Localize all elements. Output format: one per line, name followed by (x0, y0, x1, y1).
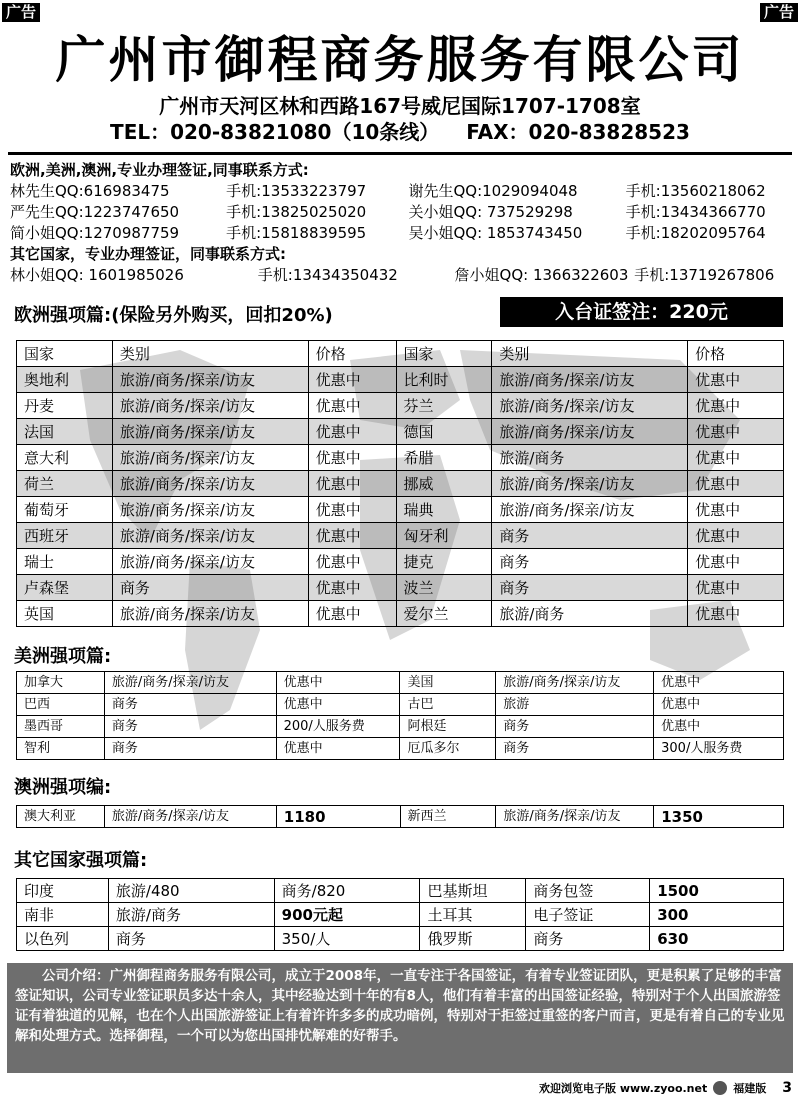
price-cell: 优惠中 (688, 419, 784, 445)
americas-section-title: 美洲强项篇: (14, 646, 112, 667)
country-cell: 瑞士 (17, 549, 113, 575)
contact-row (10, 265, 795, 286)
table-row (17, 445, 784, 471)
table-row (17, 367, 784, 393)
price-cell: 优惠中 (688, 575, 784, 601)
header-category: 类别 (492, 341, 688, 367)
table-row (17, 393, 784, 419)
price-cell: 200/人服务费 (276, 716, 400, 738)
contacts-section (10, 160, 795, 286)
price-cell: 300 (650, 903, 784, 927)
price-cell: 优惠中 (308, 471, 396, 497)
category-cell: 商务 (496, 738, 654, 760)
category-cell: 旅游/商务/探亲/访友 (112, 523, 308, 549)
category-cell: 旅游/商务/探亲/访友 (496, 806, 654, 828)
table-row (17, 575, 784, 601)
europe-visa-table (16, 340, 784, 627)
price-cell: 优惠中 (688, 601, 784, 627)
price-cell: 优惠中 (688, 367, 784, 393)
contact-mobile: 手机:15818839595 (226, 224, 367, 242)
category-cell: 旅游/商务/探亲/访友 (492, 393, 688, 419)
ad-tag-right: 广告 (760, 3, 798, 22)
oceania-visa-table (16, 805, 784, 828)
category-cell: 旅游/商务/探亲/访友 (492, 367, 688, 393)
footer-edition: 福建版 (733, 1082, 767, 1095)
tel-number: TEL：020-83821080（10条线） (110, 120, 440, 144)
price-cell: 优惠中 (688, 497, 784, 523)
country-cell: 智利 (17, 738, 105, 760)
table-row (17, 694, 784, 716)
contacts-heading-other: 其它国家，专业办理签证，同事联系方式: (10, 245, 287, 263)
price-cell: 优惠中 (654, 672, 784, 694)
contact-mobile: 手机:13434350432 (257, 266, 398, 284)
footer-website-text: 欢迎浏览电子版 www.zyoo.net (539, 1082, 708, 1095)
price-cell: 优惠中 (688, 393, 784, 419)
contact-mobile: 手机:13560218062 (625, 182, 766, 200)
table-row (17, 716, 784, 738)
price-cell: 优惠中 (276, 694, 400, 716)
country-cell: 比利时 (396, 367, 492, 393)
country-cell: 加拿大 (17, 672, 105, 694)
table-row (17, 806, 784, 828)
country-cell: 墨西哥 (17, 716, 105, 738)
category-cell: 商务 (104, 694, 276, 716)
country-cell: 奥地利 (17, 367, 113, 393)
price-cell: 1500 (650, 879, 784, 903)
category-cell: 旅游/商务/探亲/访友 (112, 549, 308, 575)
price-cell: 优惠中 (688, 523, 784, 549)
price-cell: 优惠中 (688, 549, 784, 575)
other-countries-visa-table (16, 878, 784, 951)
contact-qq: 谢先生QQ:1029094048 (408, 182, 578, 200)
table-row (17, 549, 784, 575)
price-cell: 优惠中 (308, 575, 396, 601)
country-cell: 捷克 (396, 549, 492, 575)
country-cell: 芬兰 (396, 393, 492, 419)
contact-mobile: 手机:13719267806 (634, 266, 775, 284)
category-cell: 旅游/商务/探亲/访友 (492, 419, 688, 445)
country-cell: 瑞典 (396, 497, 492, 523)
table-row (17, 903, 784, 927)
category-cell: 商务 (496, 716, 654, 738)
category-cell: 旅游/商务/探亲/访友 (492, 497, 688, 523)
table-row (17, 672, 784, 694)
europe-section-title: 欧洲强项篇:(保险另外购买，回扣20%) (14, 305, 333, 326)
contact-qq: 林先生QQ:616983475 (10, 182, 170, 200)
table-row (17, 738, 784, 760)
price-cell: 优惠中 (276, 738, 400, 760)
category-cell: 商务 (492, 549, 688, 575)
header-price: 价格 (688, 341, 784, 367)
price-cell: 优惠中 (308, 419, 396, 445)
country-cell: 卢森堡 (17, 575, 113, 601)
category-cell: 旅游/商务/探亲/访友 (496, 672, 654, 694)
category-cell: 旅游/商务 (492, 601, 688, 627)
category-cell: 旅游/商务/探亲/访友 (112, 367, 308, 393)
country-cell: 意大利 (17, 445, 113, 471)
country-cell: 土耳其 (420, 903, 526, 927)
price-cell: 优惠中 (654, 716, 784, 738)
country-cell: 爱尔兰 (396, 601, 492, 627)
americas-visa-table (16, 671, 784, 760)
price-cell: 350/人 (274, 927, 420, 951)
country-cell: 葡萄牙 (17, 497, 113, 523)
price-cell: 优惠中 (308, 393, 396, 419)
page-footer (539, 1080, 792, 1096)
contact-mobile: 手机:13825025020 (226, 203, 367, 221)
category-cell: 旅游/商务 (492, 445, 688, 471)
price-cell: 商务/820 (274, 879, 420, 903)
company-name: 广州市御程商务服务有限公司 (55, 31, 745, 89)
category-cell: 商务 (526, 927, 650, 951)
contact-row (10, 223, 795, 244)
category-cell: 旅游/商务/探亲/访友 (112, 393, 308, 419)
price-cell: 优惠中 (308, 497, 396, 523)
contact-qq: 关小姐QQ: 737529298 (408, 203, 573, 221)
price-cell: 630 (650, 927, 784, 951)
contact-mobile: 手机:13533223797 (226, 182, 367, 200)
country-cell: 西班牙 (17, 523, 113, 549)
tel-fax-line (0, 120, 800, 144)
category-cell: 商务 (104, 738, 276, 760)
price-cell: 优惠中 (308, 523, 396, 549)
category-cell: 旅游/商务/探亲/访友 (104, 806, 276, 828)
category-cell: 商务 (104, 716, 276, 738)
country-cell: 英国 (17, 601, 113, 627)
company-address: 广州市天河区林和西路167号威尼国际1707-1708室 (159, 94, 641, 118)
header-divider (8, 152, 792, 155)
contact-qq: 简小姐QQ:1270987759 (10, 224, 180, 242)
category-cell: 商务 (112, 575, 308, 601)
table-row (17, 523, 784, 549)
category-cell: 旅游/商务/探亲/访友 (492, 471, 688, 497)
contact-qq: 严先生QQ:1223747650 (10, 203, 180, 221)
table-header-row (17, 341, 784, 367)
category-cell: 旅游/商务/探亲/访友 (112, 471, 308, 497)
category-cell: 旅游/商务 (108, 903, 274, 927)
table-row (17, 471, 784, 497)
price-cell: 优惠中 (688, 445, 784, 471)
contact-row (10, 181, 795, 202)
country-cell: 俄罗斯 (420, 927, 526, 951)
category-cell: 商务 (492, 523, 688, 549)
price-cell: 优惠中 (654, 694, 784, 716)
category-cell: 电子签证 (526, 903, 650, 927)
category-cell: 旅游/商务/探亲/访友 (104, 672, 276, 694)
price-cell: 优惠中 (308, 549, 396, 575)
price-cell: 优惠中 (308, 367, 396, 393)
header-category: 类别 (112, 341, 308, 367)
taiwan-permit-note: 入台证签注：220元 (500, 297, 783, 327)
page-number: 3 (782, 1080, 792, 1096)
contact-mobile: 手机:18202095764 (625, 224, 766, 242)
country-cell: 以色列 (17, 927, 109, 951)
country-cell: 丹麦 (17, 393, 113, 419)
contact-qq: 詹小姐QQ: 1366322603 (454, 266, 629, 284)
category-cell: 旅游/商务/探亲/访友 (112, 601, 308, 627)
price-cell: 900元起 (274, 903, 420, 927)
category-cell: 旅游/480 (108, 879, 274, 903)
country-cell: 巴西 (17, 694, 105, 716)
contact-row (10, 202, 795, 223)
category-cell: 商务包签 (526, 879, 650, 903)
header-country: 国家 (17, 341, 113, 367)
country-cell: 荷兰 (17, 471, 113, 497)
country-cell: 匈牙利 (396, 523, 492, 549)
country-cell: 德国 (396, 419, 492, 445)
oceania-section-title: 澳洲强项编: (14, 777, 112, 798)
country-cell: 厄瓜多尔 (400, 738, 496, 760)
country-cell: 波兰 (396, 575, 492, 601)
price-cell: 1180 (276, 806, 400, 828)
price-cell: 300/人服务费 (654, 738, 784, 760)
price-cell: 1350 (654, 806, 784, 828)
company-introduction: 公司介绍：广州御程商务服务有限公司，成立于2008年，一直专注于各国签证，有着专业签证团队，更是积累了足够的丰富签证知识，公司专业签证职员多达十余人，其中经验达到十年的有8人，他们有着丰富的出国签证经验，特别对于个人出国旅游签证有着独道的见解，也在个人出国旅游签证上有着许许多多的成功暗例，特别对于拒签过重签的客户而言，更是有着自己的专业见解和处理方式。选择御程，一个可以为您出国排忧解难的好帮手。 (7, 963, 793, 1073)
publication-logo-icon (713, 1081, 727, 1095)
price-cell: 优惠中 (308, 601, 396, 627)
category-cell: 旅游/商务/探亲/访友 (112, 497, 308, 523)
category-cell: 旅游/商务/探亲/访友 (112, 419, 308, 445)
country-cell: 希腊 (396, 445, 492, 471)
table-row (17, 601, 784, 627)
contact-qq: 林小姐QQ: 1601985026 (10, 266, 184, 284)
category-cell: 旅游/商务/探亲/访友 (112, 445, 308, 471)
table-row (17, 927, 784, 951)
category-cell: 旅游 (496, 694, 654, 716)
table-row (17, 419, 784, 445)
country-cell: 挪威 (396, 471, 492, 497)
country-cell: 新西兰 (400, 806, 496, 828)
country-cell: 法国 (17, 419, 113, 445)
price-cell: 优惠中 (688, 471, 784, 497)
fax-number: FAX：020-83828523 (466, 120, 690, 144)
category-cell: 商务 (492, 575, 688, 601)
table-row (17, 879, 784, 903)
country-cell: 巴基斯坦 (420, 879, 526, 903)
contact-qq: 吴小姐QQ: 1853743450 (408, 224, 583, 242)
country-cell: 古巴 (400, 694, 496, 716)
country-cell: 印度 (17, 879, 109, 903)
contact-mobile: 手机:13434366770 (625, 203, 766, 221)
ad-tag-left: 广告 (2, 3, 40, 22)
country-cell: 澳大利亚 (17, 806, 105, 828)
table-row (17, 497, 784, 523)
country-cell: 美国 (400, 672, 496, 694)
header-country: 国家 (396, 341, 492, 367)
header-price: 价格 (308, 341, 396, 367)
price-cell: 优惠中 (308, 445, 396, 471)
country-cell: 阿根廷 (400, 716, 496, 738)
category-cell: 商务 (108, 927, 274, 951)
price-cell: 优惠中 (276, 672, 400, 694)
contacts-heading-europe-america: 欧洲,美洲,澳洲,专业办理签证,同事联系方式: (10, 161, 309, 179)
other-countries-section-title: 其它国家强项篇: (14, 850, 148, 871)
country-cell: 南非 (17, 903, 109, 927)
